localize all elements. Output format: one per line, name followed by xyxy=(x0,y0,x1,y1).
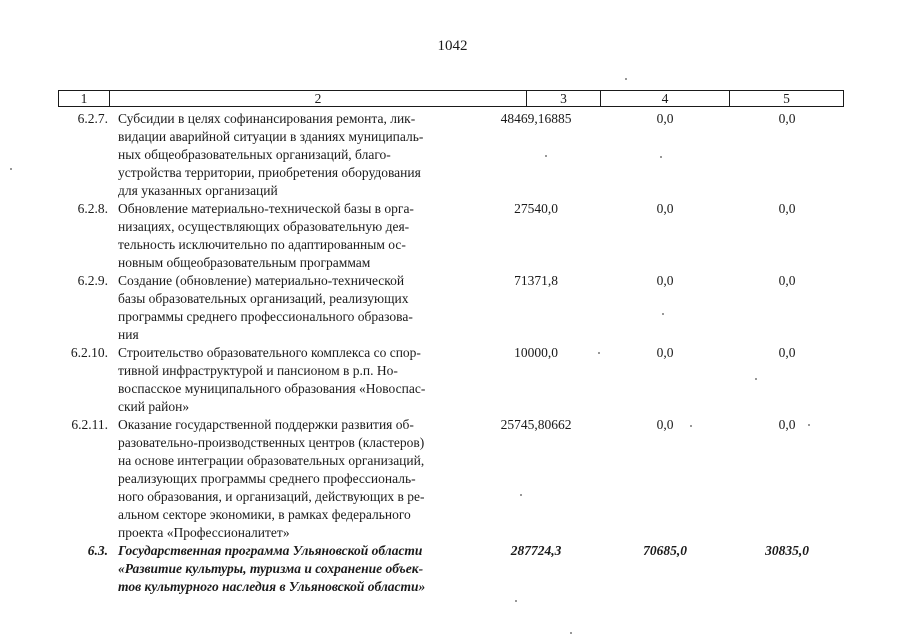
description-line: ский район» xyxy=(118,399,190,414)
value-col-4: 0,0 xyxy=(656,201,674,216)
row-description xyxy=(118,200,466,272)
value-col-4: 0,0 xyxy=(656,273,674,288)
row-description xyxy=(118,110,466,200)
row-number: 6.2.9. xyxy=(77,273,108,288)
row-number: 6.2.8. xyxy=(77,201,108,216)
scan-speck xyxy=(515,600,517,602)
description-line: видации аварийной ситуации в зданиях муниципаль- xyxy=(118,129,424,144)
description-line: устройства территории, приобретения оборудования xyxy=(118,165,421,180)
scan-speck xyxy=(625,78,627,80)
value-col-5: 0,0 xyxy=(778,273,796,288)
description-line: Строительство образовательного комплекса со спор- xyxy=(118,345,421,360)
value-col-5: 0,0 xyxy=(778,201,796,216)
description-line: для указанных организаций xyxy=(118,183,278,198)
scan-speck xyxy=(808,424,810,426)
page-number: 1042 xyxy=(437,38,468,54)
description-line: Субсидии в целях софинансирования ремонта, лик- xyxy=(118,111,416,126)
description-line: ного образования, и организаций, действующих в ре- xyxy=(118,489,425,504)
scan-speck xyxy=(598,352,600,354)
row-description xyxy=(118,272,466,344)
description-line: тивной инфраструктурой и пансионом в р.п. Но- xyxy=(118,363,398,378)
value-col-4: 0,0 xyxy=(656,111,674,126)
description-line: Обновление материально-технической базы в орга- xyxy=(118,201,414,216)
value-col-5: 0,0 xyxy=(778,417,796,432)
description-line: тов культурного наследия в Ульяновской области» xyxy=(118,579,426,594)
row-description xyxy=(118,416,466,542)
value-col-3: 27540,0 xyxy=(514,201,558,216)
description-line: низациях, осуществляющих образовательную дея- xyxy=(118,219,410,234)
description-line: ных общеобразовательных организаций, благо- xyxy=(118,147,391,162)
row-number: 6.2.10. xyxy=(70,345,108,360)
description-line: Оказание государственной поддержки развития об- xyxy=(118,417,414,432)
value-col-3: 287724,3 xyxy=(510,543,562,558)
scan-speck xyxy=(755,378,757,380)
description-line: Государственная программа Ульяновской области xyxy=(118,543,423,558)
value-col-4: 0,0 xyxy=(656,345,674,360)
header-col-1: 1 xyxy=(80,91,88,106)
description-line: альном секторе экономики, в рамках федерального xyxy=(118,507,411,522)
scan-speck xyxy=(662,313,664,315)
row-number: 6.3. xyxy=(87,543,108,558)
value-col-3: 10000,0 xyxy=(514,345,558,360)
description-line: ния xyxy=(118,327,139,342)
header-col-5: 5 xyxy=(783,91,790,106)
description-line: «Развитие культуры, туризма и сохранение объек- xyxy=(118,561,424,576)
value-col-3: 48469,16885 xyxy=(500,111,572,126)
row-description xyxy=(118,344,466,416)
scan-speck xyxy=(690,425,692,427)
header-col-2: 2 xyxy=(314,91,322,106)
scan-speck xyxy=(545,155,547,157)
description-line: программы среднего профессионального образова- xyxy=(118,309,413,324)
scan-speck xyxy=(570,632,572,634)
value-col-4: 70685,0 xyxy=(643,543,687,558)
description-line: Создание (обновление) материально-технической xyxy=(118,273,405,288)
description-line: новным общеобразовательным программам xyxy=(118,255,371,270)
value-col-3: 71371,8 xyxy=(514,273,558,288)
description-line: на основе интеграции образовательных организаций, xyxy=(118,453,425,468)
value-col-5: 0,0 xyxy=(778,111,796,126)
value-col-5: 0,0 xyxy=(778,345,796,360)
value-col-4: 0,0 xyxy=(656,417,674,432)
value-col-3: 25745,80662 xyxy=(500,417,572,432)
scan-speck xyxy=(520,494,522,496)
row-number: 6.2.7. xyxy=(77,111,108,126)
table-header-row xyxy=(58,90,844,107)
description-line: реализующих программы среднего профессиональ- xyxy=(118,471,416,486)
description-line: базы образовательных организаций, реализующих xyxy=(118,291,409,306)
scan-speck xyxy=(660,156,662,158)
description-line: разовательно-производственных центров (кластеров) xyxy=(118,435,425,450)
row-description xyxy=(118,542,466,596)
description-line: проекта «Профессионалитет» xyxy=(118,525,290,540)
description-line: воспасское муниципального образования «Новоспас- xyxy=(118,381,426,396)
description-line: тельность исключительно по адаптированным ос- xyxy=(118,237,406,252)
row-number: 6.2.11. xyxy=(71,417,108,432)
scan-speck xyxy=(10,168,12,170)
value-col-5: 30835,0 xyxy=(765,543,809,558)
header-col-4: 4 xyxy=(661,91,669,106)
header-col-3: 3 xyxy=(560,91,567,106)
